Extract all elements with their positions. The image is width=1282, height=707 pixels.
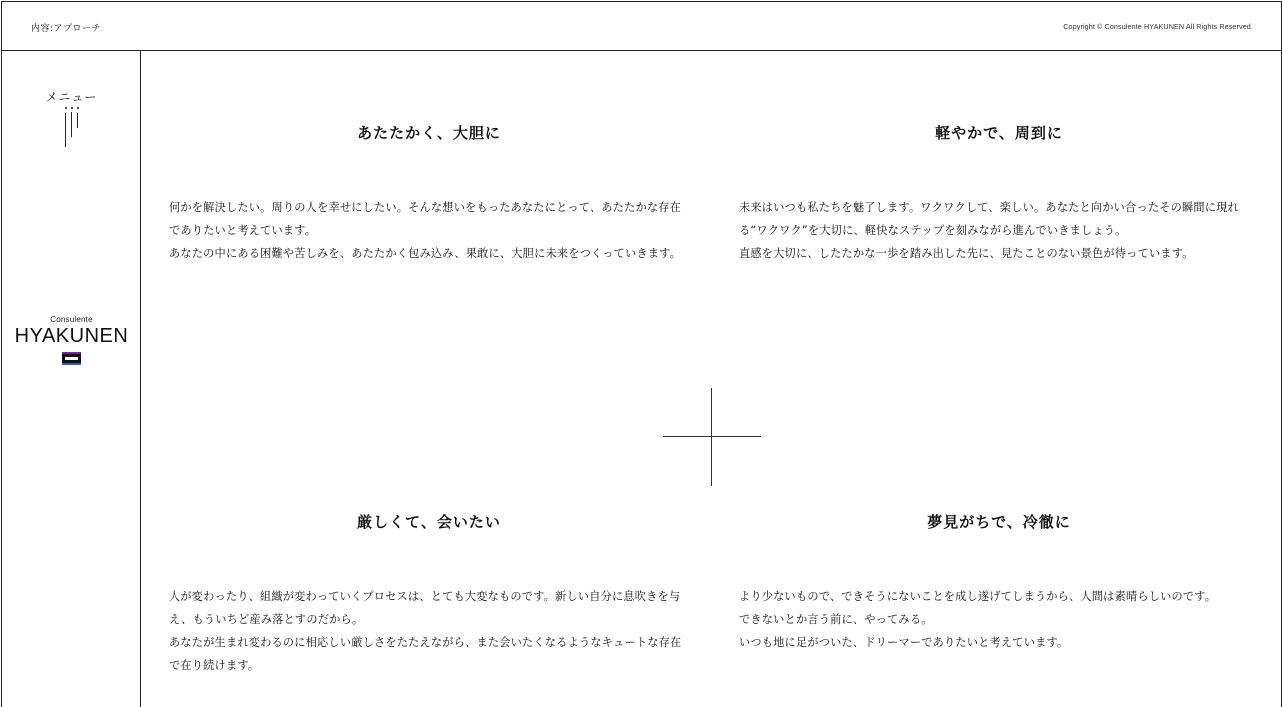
sidebar: [2, 51, 141, 707]
section-title: あたたかく、大胆に: [357, 124, 501, 142]
menu-button[interactable]: [2, 88, 141, 147]
section-paragraph: あなたが生まれ変わるのに相応しい厳しさをたたえながら、また会いたくなるようなキュートな存在で在り続けます。: [169, 636, 682, 672]
section-title: 夢見がちで、冷徹に: [927, 513, 1071, 531]
center-cross-horizontal: [663, 436, 761, 437]
brand-flag-icon: [62, 352, 81, 365]
brand-logo[interactable]: [2, 315, 141, 365]
menu-label: メニュー: [45, 90, 98, 104]
brand-subtitle: Consulente: [50, 315, 93, 324]
center-cross-vertical: [711, 388, 712, 486]
approach-section-light-careful: [739, 122, 1259, 265]
section-paragraph: あなたの中にある困難や苦しみを、あたたかく包み込み、果敢に、大胆に未来をつくっていきます。: [169, 247, 681, 260]
section-paragraph: より少ないもので、できそうにないことを成し遂げてしまうから、人間は素晴らしいのです。: [739, 590, 1217, 603]
approach-section-dreamy-cool: [739, 511, 1259, 654]
section-paragraph: 何かを解決したい。周りの人を幸せにしたい。そんな想いをもったあなたにとって、あたたかな存在でありたいと考えています。: [169, 201, 681, 237]
section-body: [739, 196, 1259, 265]
section-body: [169, 196, 689, 265]
page-title: 内容:アプローチ: [31, 24, 102, 34]
section-title: 厳しくて、会いたい: [357, 513, 501, 531]
approach-section-strict-missed: [169, 511, 689, 677]
section-body: [739, 585, 1259, 654]
top-bar: [2, 2, 1281, 51]
section-title: 軽やかで、周到に: [935, 124, 1063, 142]
section-paragraph: 直感を大切に、したたかな一歩を踏み出した先に、見たことのない景色が待っています。: [739, 247, 1194, 260]
menu-lines-icon[interactable]: [62, 107, 82, 147]
page-frame: [1, 1, 1282, 707]
copyright-text: Copyright © Consulente HYAKUNEN All Rights Reserved.: [1063, 22, 1253, 31]
approach-section-warm-bold: [169, 122, 689, 265]
section-paragraph: 人が変わったり、組織が変わっていくプロセスは、とても大変なものです。新しい自分に息吹きを与え、もういちど産み落とすのだから。: [169, 590, 681, 626]
brand-name: HYAKUNEN: [14, 325, 129, 347]
section-paragraph: 未来はいつも私たちを魅了します。ワクワクして、楽しい。あなたと向かい合ったその瞬間に現れる“ワクワク”を大切に、軽快なステップを刻みながら進んでいきましょう。: [739, 201, 1239, 237]
section-paragraph: できないとか言う前に、やってみる。: [739, 613, 933, 626]
section-body: [169, 585, 689, 677]
section-paragraph: いつも地に足がついた、ドリーマーでありたいと考えています。: [739, 636, 1069, 649]
